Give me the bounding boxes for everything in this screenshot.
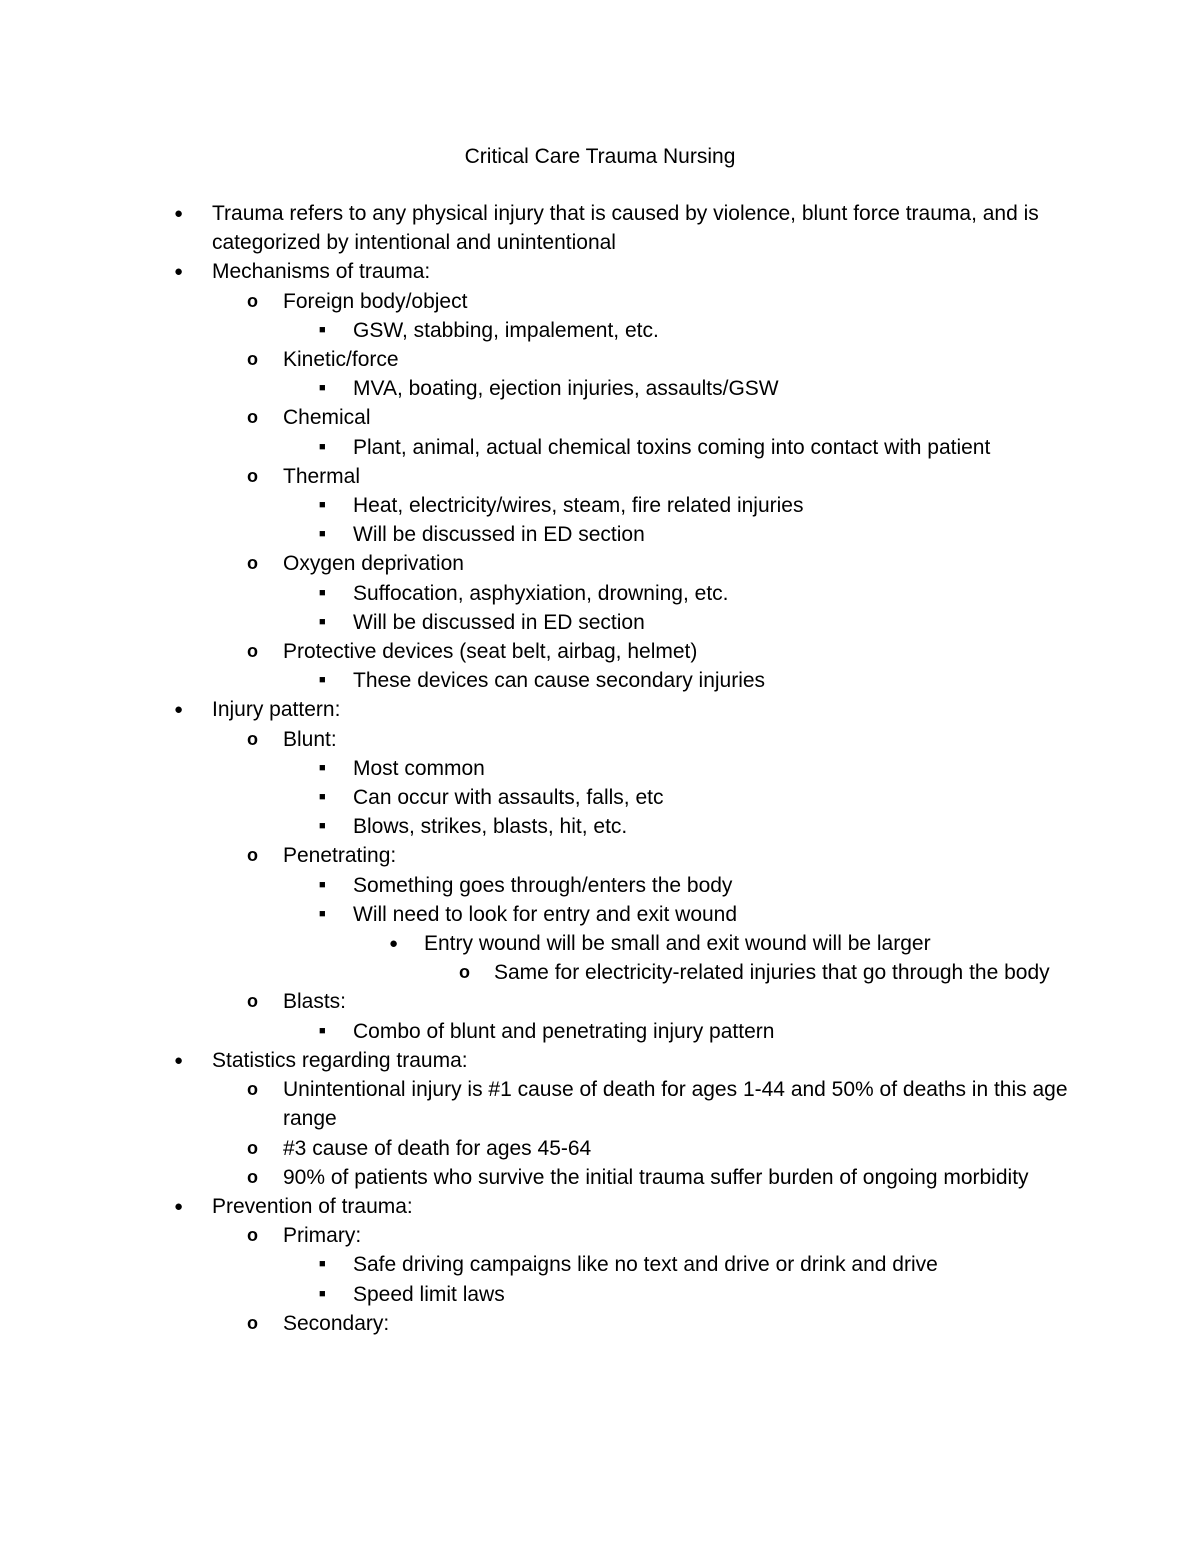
outline-item-text: Same for electricity-related injuries that go through the body [494, 961, 1050, 985]
outline-item-text: Will need to look for entry and exit wound [353, 902, 738, 926]
outline-list [0, 199, 1200, 1338]
outline-item-level-2 [0, 1163, 1200, 1192]
outline-item-level-3 [0, 1280, 1200, 1309]
outline-item-level-1 [0, 695, 1200, 724]
square-bullet-icon: ■ [319, 323, 326, 336]
outline-item-text: Secondary: [283, 1311, 390, 1335]
outline-item-level-3 [0, 316, 1200, 345]
outline-item-text: Heat, electricity/wires, steam, fire related injuries [353, 494, 804, 518]
outline-item-text: Plant, animal, actual chemical toxins coming into contact with patient [353, 435, 991, 459]
outline-item-text: Will be discussed in ED section [353, 523, 645, 547]
outline-item-level-3 [0, 374, 1200, 403]
outline-item-text: Oxygen deprivation [283, 552, 464, 576]
circle-bullet-icon: o [247, 290, 258, 311]
outline-item-level-2 [0, 549, 1200, 578]
circle-bullet-icon: o [247, 407, 258, 428]
outline-item-text: Blunt: [283, 727, 337, 751]
circle-bullet-icon: o [247, 728, 258, 749]
circle-bullet-icon: o [247, 845, 258, 866]
outline-item-level-1 [0, 257, 1200, 286]
square-bullet-icon: ■ [319, 499, 326, 512]
outline-item-level-3 [0, 579, 1200, 608]
outline-item-text: Kinetic/force [283, 348, 399, 372]
outline-item-text: Combo of blunt and penetrating injury pattern [353, 1019, 775, 1043]
outline-item-text: Most common [353, 756, 485, 780]
outline-item-text: Chemical [283, 406, 371, 430]
circle-bullet-icon: o [247, 991, 258, 1012]
outline-item-level-3 [0, 754, 1200, 783]
circle-bullet-icon: o [247, 465, 258, 486]
outline-item-level-3 [0, 491, 1200, 520]
square-bullet-icon: ■ [319, 907, 326, 920]
outline-item-level-3 [0, 433, 1200, 462]
circle-bullet-icon: o [247, 641, 258, 662]
outline-item-text: Prevention of trauma: [212, 1194, 413, 1218]
outline-item-text: Primary: [283, 1224, 362, 1248]
square-bullet-icon: ■ [319, 674, 326, 687]
outline-item-level-2 [0, 403, 1200, 432]
square-bullet-icon: ■ [319, 820, 326, 833]
outline-item-text: Blows, strikes, blasts, hit, etc. [353, 815, 628, 839]
outline-item-level-2 [0, 987, 1200, 1016]
outline-item-level-3 [0, 1250, 1200, 1279]
outline-item-level-5 [0, 958, 1200, 987]
outline-item-text: #3 cause of death for ages 45-64 [283, 1136, 592, 1160]
outline-item-level-1 [0, 199, 1200, 257]
outline-item-level-3 [0, 520, 1200, 549]
square-bullet-icon: ■ [319, 761, 326, 774]
outline-item-level-2 [0, 345, 1200, 374]
outline-item-level-3 [0, 900, 1200, 929]
outline-item-text: Penetrating: [283, 844, 397, 868]
disc-bullet-icon: ● [174, 1197, 184, 1215]
outline-item-level-3 [0, 1017, 1200, 1046]
outline-item-text: Speed limit laws [353, 1282, 505, 1306]
outline-item-text: These devices can cause secondary injuries [353, 669, 766, 693]
square-bullet-icon: ■ [319, 791, 326, 804]
outline-item-text: Something goes through/enters the body [353, 873, 733, 897]
outline-item-level-2 [0, 1221, 1200, 1250]
outline-item-text: Statistics regarding trauma: [212, 1048, 468, 1072]
circle-bullet-icon: o [247, 1079, 258, 1100]
circle-bullet-icon: o [247, 1225, 258, 1246]
outline-item-level-4 [0, 929, 1200, 958]
square-bullet-icon: ■ [319, 878, 326, 891]
outline-item-level-2 [0, 725, 1200, 754]
outline-item-text: GSW, stabbing, impalement, etc. [353, 318, 659, 342]
circle-bullet-icon: o [247, 1166, 258, 1187]
circle-bullet-icon: o [247, 553, 258, 574]
outline-item-level-2 [0, 1075, 1200, 1133]
square-bullet-icon: ■ [319, 586, 326, 599]
outline-item-level-2 [0, 841, 1200, 870]
outline-item-text: Mechanisms of trauma: [212, 260, 431, 284]
outline-item-level-2 [0, 462, 1200, 491]
circle-bullet-icon: o [247, 1137, 258, 1158]
outline-item-text: Trauma refers to any physical injury that is caused by violence, blunt force trauma, and is categorized by intentional and unintentional [212, 202, 1039, 255]
outline-item-level-3 [0, 871, 1200, 900]
outline-item-text: MVA, boating, ejection injuries, assaults/GSW [353, 377, 779, 401]
outline-item-text: Safe driving campaigns like no text and drive or drink and drive [353, 1253, 938, 1277]
disc-bullet-icon: ● [174, 1051, 184, 1069]
square-bullet-icon: ■ [319, 1024, 326, 1037]
outline-item-text: Suffocation, asphyxiation, drowning, etc. [353, 581, 729, 605]
outline-item-text: Entry wound will be small and exit wound will be larger [424, 932, 931, 956]
square-bullet-icon: ■ [319, 1287, 326, 1300]
outline-item-level-1 [0, 1192, 1200, 1221]
outline-item-text: Protective devices (seat belt, airbag, helmet) [283, 640, 698, 664]
disc-bullet-icon: ● [389, 935, 399, 953]
disc-bullet-icon: ● [174, 701, 184, 719]
outline-item-text: Foreign body/object [283, 289, 468, 313]
outline-item-level-1 [0, 1046, 1200, 1075]
circle-bullet-icon: o [247, 349, 258, 370]
disc-bullet-icon: ● [174, 263, 184, 281]
outline-item-text: Will be discussed in ED section [353, 610, 645, 634]
square-bullet-icon: ■ [319, 1258, 326, 1271]
outline-item-level-2 [0, 1309, 1200, 1338]
disc-bullet-icon: ● [174, 205, 184, 222]
outline-item-level-3 [0, 783, 1200, 812]
outline-item-text: Blasts: [283, 990, 347, 1014]
outline-item-level-3 [0, 608, 1200, 637]
outline-item-text: Unintentional injury is #1 cause of death for ages 1-44 and 50% of deaths in this age range [283, 1078, 1068, 1131]
outline-item-level-3 [0, 812, 1200, 841]
square-bullet-icon: ■ [319, 440, 326, 453]
square-bullet-icon: ■ [319, 382, 326, 395]
outline-item-level-3 [0, 666, 1200, 695]
document-title: Critical Care Trauma Nursing [464, 145, 736, 168]
outline-item-text: Thermal [283, 464, 361, 488]
outline-item-text: Injury pattern: [212, 698, 341, 722]
outline-item-level-2 [0, 1134, 1200, 1163]
circle-bullet-icon: o [247, 1312, 258, 1333]
outline-item-text: Can occur with assaults, falls, etc [353, 786, 664, 810]
square-bullet-icon: ■ [319, 528, 326, 541]
outline-item-text: 90% of patients who survive the initial trauma suffer burden of ongoing morbidity [283, 1165, 1029, 1189]
square-bullet-icon: ■ [319, 615, 326, 628]
outline-item-level-2 [0, 637, 1200, 666]
outline-item-level-2 [0, 287, 1200, 316]
circle-bullet-icon: o [459, 962, 470, 983]
